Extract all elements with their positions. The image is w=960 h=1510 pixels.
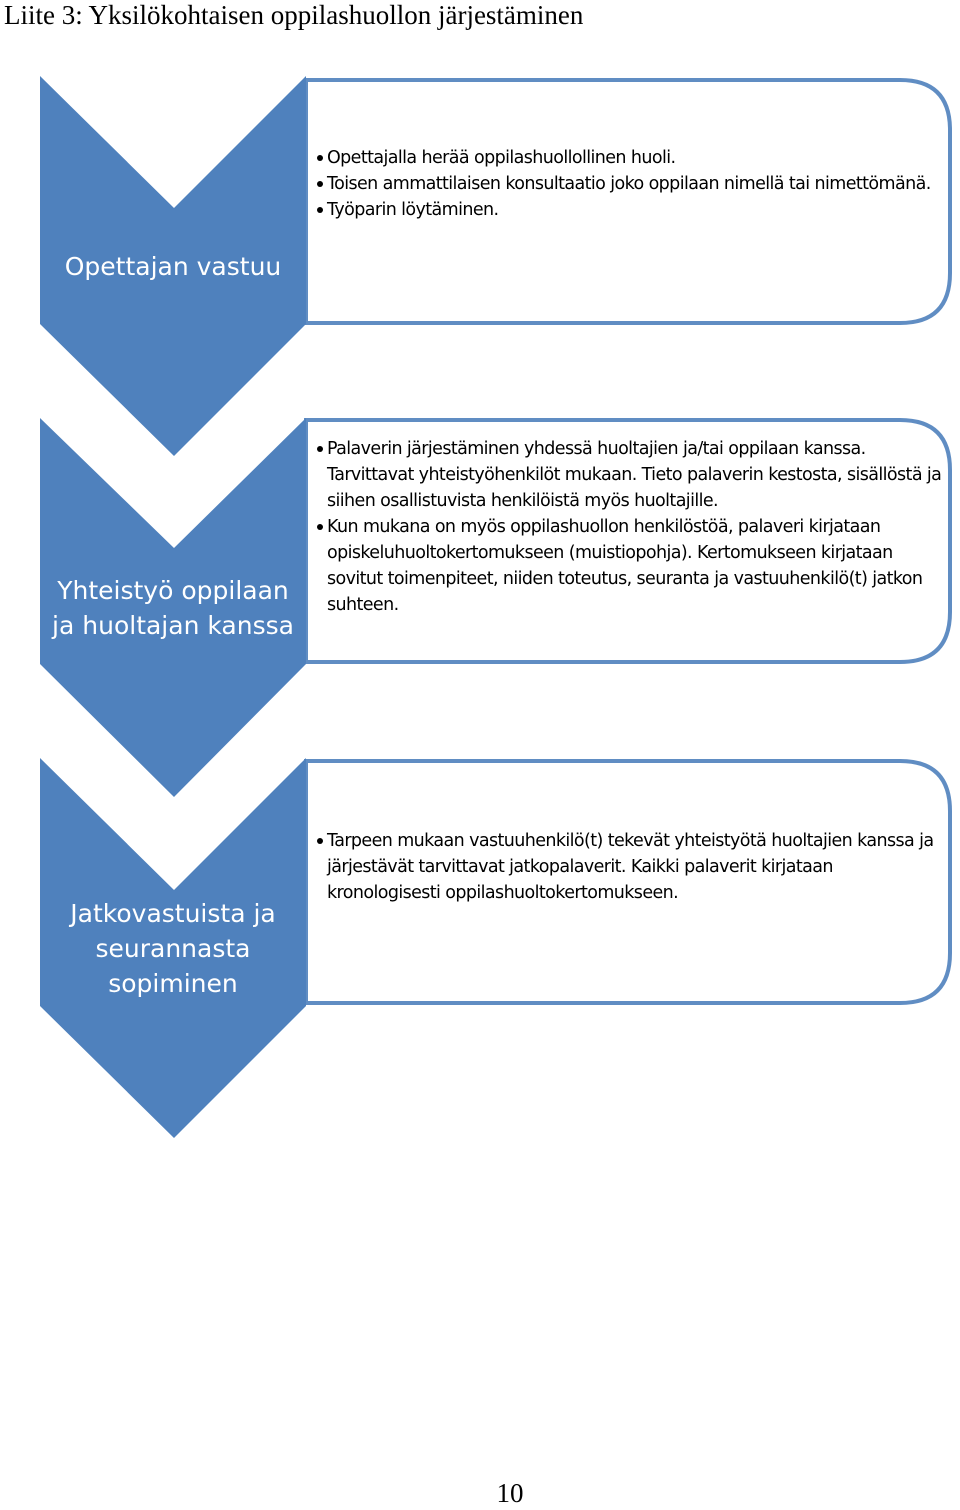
bullet-item: Opettajalla herää oppilashuollollinen huoli.	[316, 145, 944, 171]
bullet-item: Palaverin järjestäminen yhdessä huoltajien ja/tai oppilaan kanssa. Tarvittavat yhteistyöhenkilöt mukaan. Tieto palaverin kestosta, sisällöstä ja siihen osallistuvista henkilöistä myös huoltajille.	[316, 436, 944, 514]
step-3-text	[316, 828, 944, 906]
page-number: 10	[496, 1478, 524, 1508]
step-1-text	[316, 145, 944, 223]
step-2-text	[316, 436, 944, 618]
bullet-item: Kun mukana on myös oppilashuollon henkilöstöä, palaveri kirjataan opiskeluhuoltokertomukseen (muistiopohja). Kertomukseen kirjataan sovitut toimenpiteet, niiden toteutus, seuranta ja vastuuhenkilö(t) jatkon suhteen.	[316, 514, 944, 618]
step-2-label: Yhteistyö oppilaan ja huoltajan kanssa	[52, 576, 294, 640]
bullet-item: Työparin löytäminen.	[316, 197, 944, 223]
step-3-label: Jatkovastuista ja seurannasta sopiminen	[70, 899, 276, 998]
step-1-label: Opettajan vastuu	[64, 252, 282, 281]
bullet-item: Tarpeen mukaan vastuuhenkilö(t) tekevät yhteistyötä huoltajien kanssa ja järjestävät tarvittavat jatkopalaverit. Kaikki palaverit kirjataan kronologisesti oppilashuoltokertomukseen.	[316, 828, 944, 906]
page-title: Liite 3: Yksilökohtaisen oppilashuollon järjestäminen	[4, 0, 584, 30]
bullet-item: Toisen ammattilaisen konsultaatio joko oppilaan nimellä tai nimettömänä.	[316, 171, 944, 197]
